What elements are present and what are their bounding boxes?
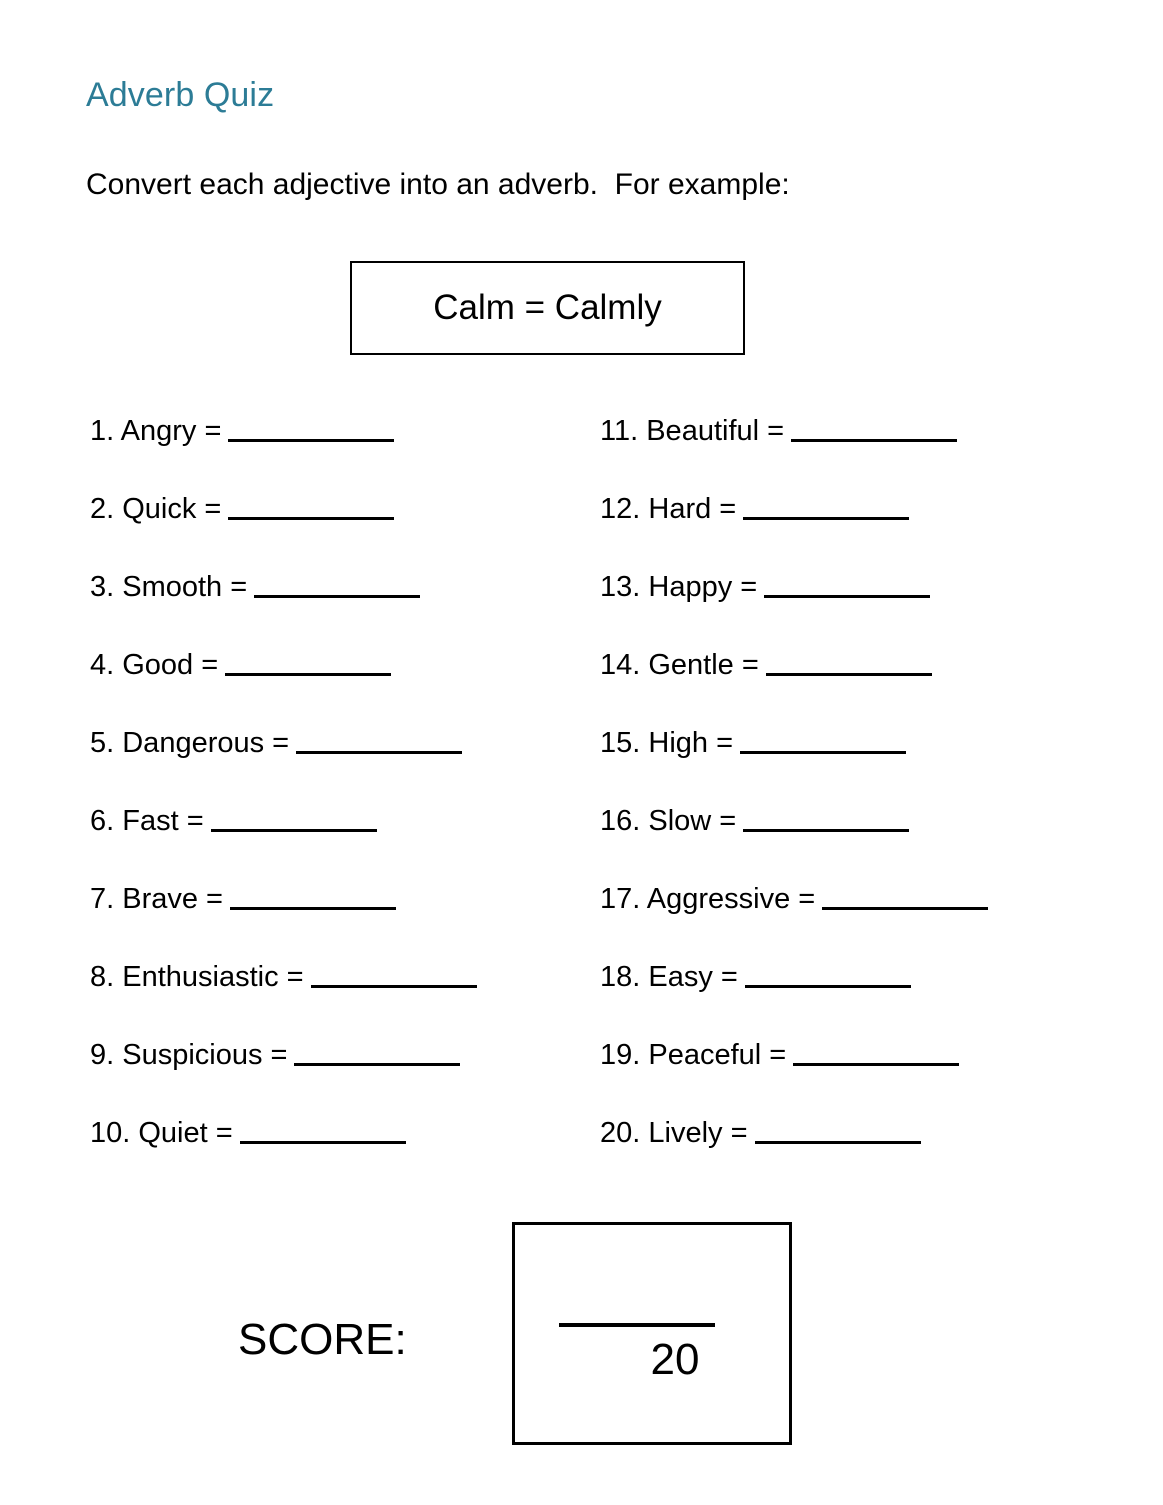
quiz-item bbox=[90, 726, 590, 804]
quiz-item-label: 15. High = bbox=[600, 727, 734, 759]
quiz-item bbox=[600, 492, 1120, 570]
score-box[interactable] bbox=[512, 1222, 792, 1445]
answer-blank[interactable] bbox=[254, 575, 420, 598]
quiz-item-label: 9. Suspicious = bbox=[90, 1039, 288, 1071]
quiz-item bbox=[600, 726, 1120, 804]
quiz-item bbox=[600, 1038, 1120, 1116]
quiz-item bbox=[600, 414, 1120, 492]
answer-blank[interactable] bbox=[294, 1043, 460, 1066]
example-box bbox=[350, 261, 745, 355]
quiz-item-label: 7. Brave = bbox=[90, 883, 223, 915]
instruction-text: Convert each adjective into an adverb. For example: bbox=[86, 168, 790, 201]
quiz-item-label: 17. Aggressive = bbox=[600, 883, 816, 915]
quiz-item-label: 10. Quiet = bbox=[90, 1117, 233, 1149]
answer-blank[interactable] bbox=[311, 965, 477, 988]
answer-blank[interactable] bbox=[228, 497, 394, 520]
page-title: Adverb Quiz bbox=[86, 76, 275, 114]
quiz-item bbox=[600, 648, 1120, 726]
quiz-item bbox=[90, 570, 590, 648]
quiz-item-label: 6. Fast = bbox=[90, 805, 204, 837]
score-total: 20 bbox=[650, 1335, 700, 1384]
quiz-item-label: 8. Enthusiastic = bbox=[90, 961, 304, 993]
quiz-item-label: 18. Easy = bbox=[600, 961, 738, 993]
answer-blank[interactable] bbox=[225, 653, 391, 676]
quiz-item bbox=[90, 1116, 590, 1194]
example-text: Calm = Calmly bbox=[433, 288, 662, 327]
quiz-item-label: 19. Peaceful = bbox=[600, 1039, 787, 1071]
quiz-item bbox=[90, 882, 590, 960]
quiz-column-left bbox=[90, 414, 590, 1194]
answer-blank[interactable] bbox=[766, 653, 932, 676]
quiz-item bbox=[90, 804, 590, 882]
answer-blank[interactable] bbox=[743, 497, 909, 520]
quiz-item-label: 11. Beautiful = bbox=[600, 415, 785, 447]
quiz-item-label: 20. Lively = bbox=[600, 1117, 748, 1149]
quiz-item bbox=[90, 492, 590, 570]
quiz-item-label: 14. Gentle = bbox=[600, 649, 759, 681]
answer-blank[interactable] bbox=[755, 1121, 921, 1144]
answer-blank[interactable] bbox=[211, 809, 377, 832]
quiz-item bbox=[90, 1038, 590, 1116]
answer-blank[interactable] bbox=[793, 1043, 959, 1066]
score-earned-blank[interactable] bbox=[559, 1321, 715, 1327]
quiz-item bbox=[600, 960, 1120, 1038]
score-label: SCORE: bbox=[238, 1315, 407, 1364]
answer-blank[interactable] bbox=[240, 1121, 406, 1144]
answer-blank[interactable] bbox=[791, 419, 957, 442]
quiz-item-label: 16. Slow = bbox=[600, 805, 737, 837]
quiz-item-label: 2. Quick = bbox=[90, 493, 222, 525]
answer-blank[interactable] bbox=[296, 731, 462, 754]
answer-blank[interactable] bbox=[822, 887, 988, 910]
quiz-item bbox=[600, 570, 1120, 648]
quiz-column-right bbox=[600, 414, 1120, 1194]
quiz-item-label: 1. Angry = bbox=[90, 415, 222, 447]
quiz-item-label: 12. Hard = bbox=[600, 493, 737, 525]
quiz-item-label: 4. Good = bbox=[90, 649, 219, 681]
quiz-item bbox=[90, 960, 590, 1038]
quiz-item-label: 5. Dangerous = bbox=[90, 727, 290, 759]
quiz-item bbox=[600, 882, 1120, 960]
answer-blank[interactable] bbox=[228, 419, 394, 442]
quiz-item-label: 13. Happy = bbox=[600, 571, 758, 603]
answer-blank[interactable] bbox=[743, 809, 909, 832]
answer-blank[interactable] bbox=[740, 731, 906, 754]
answer-blank[interactable] bbox=[764, 575, 930, 598]
score-area bbox=[0, 1222, 1163, 1447]
score-fraction bbox=[515, 1321, 789, 1384]
quiz-item-label: 3. Smooth = bbox=[90, 571, 248, 603]
answer-blank[interactable] bbox=[230, 887, 396, 910]
answer-blank[interactable] bbox=[745, 965, 911, 988]
quiz-item bbox=[90, 648, 590, 726]
quiz-item bbox=[90, 414, 590, 492]
quiz-item bbox=[600, 1116, 1120, 1194]
quiz-item bbox=[600, 804, 1120, 882]
